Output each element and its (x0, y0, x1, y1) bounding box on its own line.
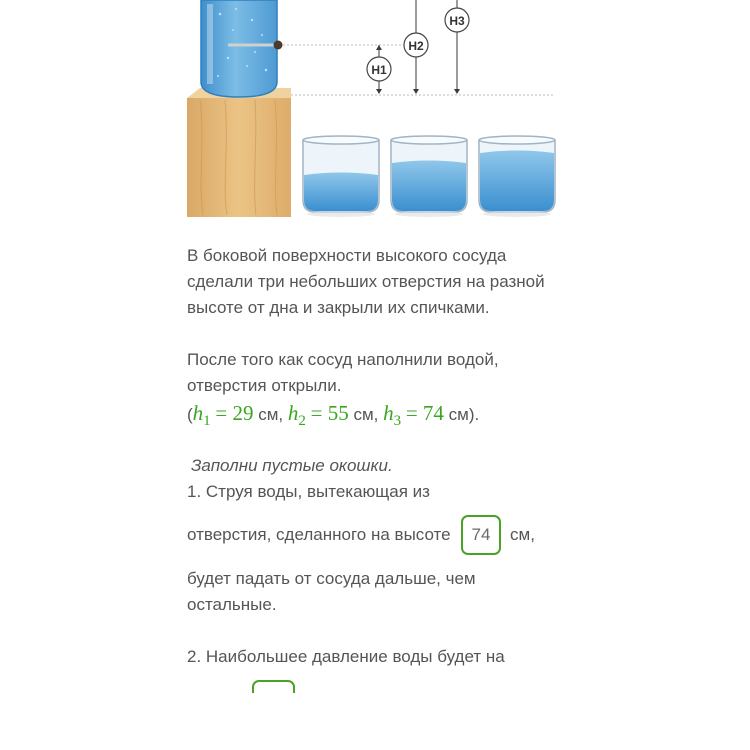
h1-value: = 29 (215, 401, 254, 425)
unit-2: см, (353, 405, 379, 424)
beaker-left (303, 136, 379, 217)
h1-variable: h (192, 401, 204, 425)
viewport-cutoff (0, 693, 750, 750)
h1-subscript: 1 (203, 413, 211, 429)
after-line-2: отверстия открыли. (187, 376, 342, 395)
description-line-2: сделали три небольших отверстия на разной (187, 272, 545, 291)
unit-end: см). (448, 405, 480, 424)
h2-label: H2 (408, 39, 424, 53)
wooden-stand (187, 88, 291, 217)
q1-line-1: 1. Струя воды, вытекающая из (187, 482, 430, 501)
q1-line-4: остальные. (187, 595, 277, 614)
h3-variable: h (383, 401, 394, 425)
h3-label: H3 (449, 14, 465, 28)
h2-variable: h (287, 401, 299, 425)
tall-vessel (201, 0, 277, 97)
description-line-3: высоте от дна и закрыли их спичками. (187, 298, 490, 317)
q2-line-1: 2. Наибольшее давление воды будет на (187, 647, 505, 666)
beaker-right (479, 136, 555, 217)
h3-subscript: 3 (393, 413, 402, 429)
vessel-illustration (0, 0, 750, 225)
after-line-1: После того как сосуд наполнили водой, (187, 350, 499, 369)
h2-subscript: 2 (298, 413, 306, 429)
instruction: Заполни пустые окошки. (191, 456, 393, 475)
q1-line-2: отверстия, сделанного на высоте (187, 525, 451, 544)
open-paren: ( (187, 405, 193, 424)
q1-answer-input[interactable]: 74 (461, 515, 501, 555)
beaker-middle (391, 136, 467, 217)
h3-value: = 74 (405, 401, 444, 425)
q1-line-3: будет падать от сосуда дальше, чем (187, 569, 476, 588)
description-line-1: В боковой поверхности высокого сосуда (187, 246, 507, 265)
unit-1: см, (258, 405, 284, 424)
q1-unit: см, (510, 525, 535, 544)
h1-label: H1 (371, 63, 387, 77)
heights-line (187, 399, 479, 435)
h2-value: = 55 (310, 401, 349, 425)
